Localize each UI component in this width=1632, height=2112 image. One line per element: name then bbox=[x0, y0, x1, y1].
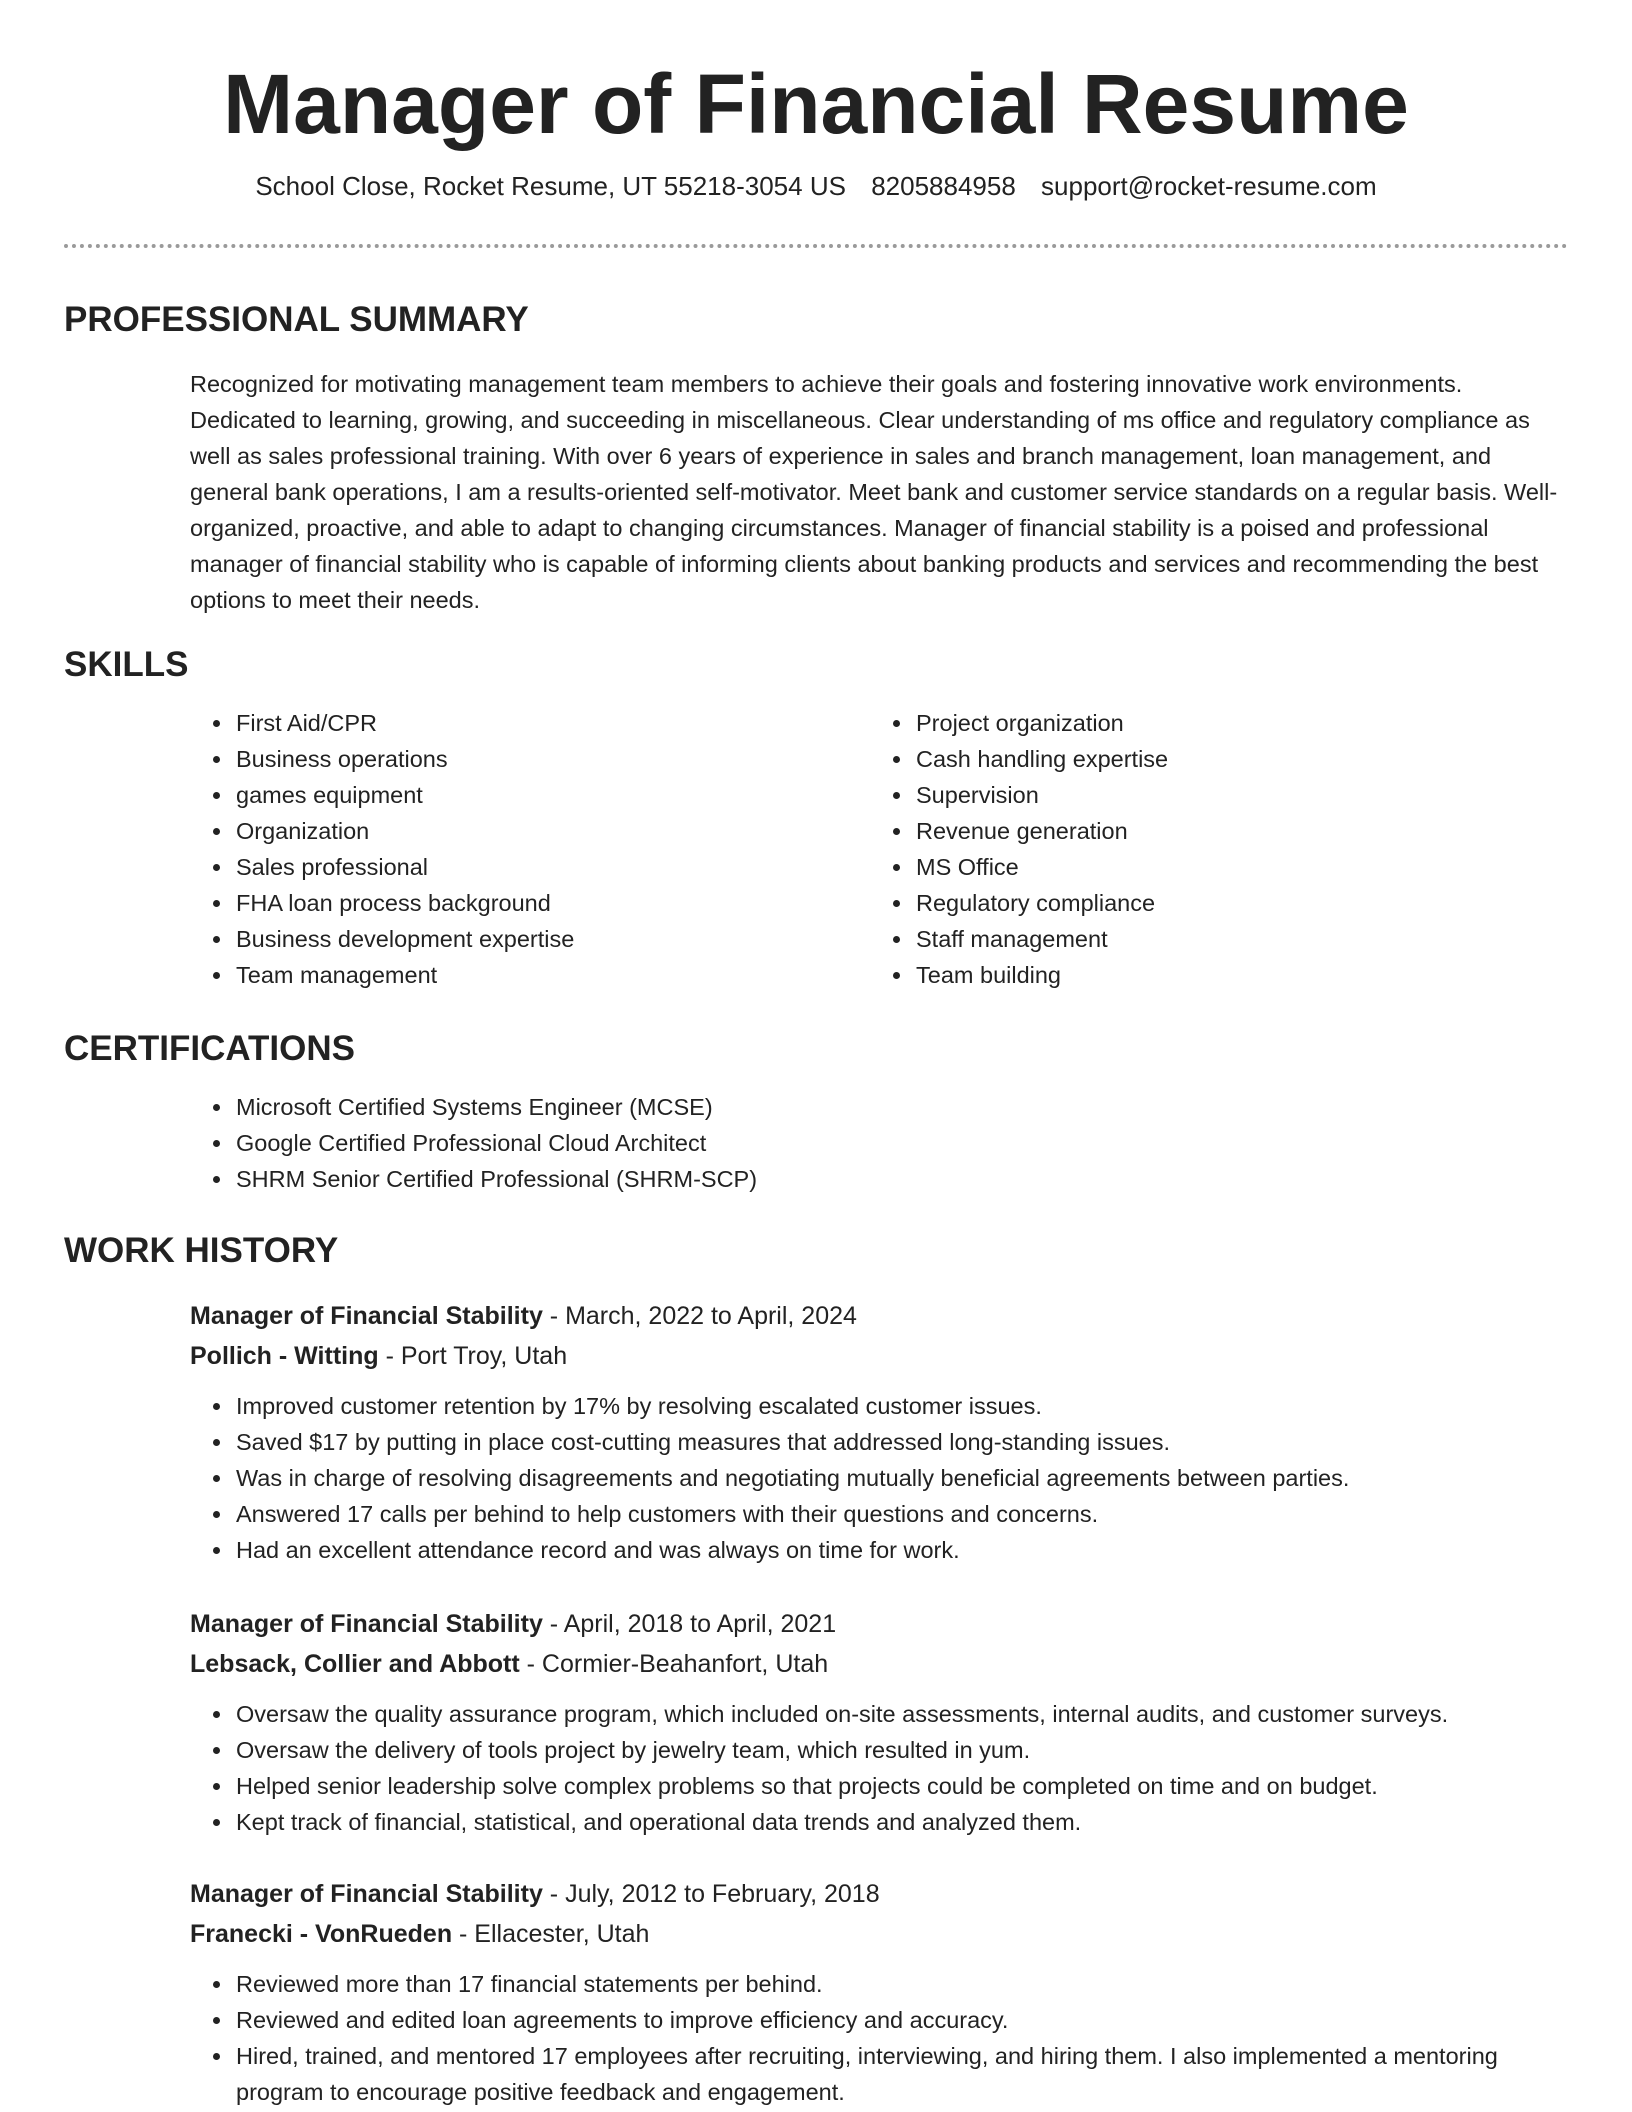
job-bullets bbox=[64, 1966, 1568, 2110]
certification-item: • Google Certified Professional Cloud Architect bbox=[234, 1125, 1568, 1161]
job-bullet: • Reviewed more than 17 financial statements per behind. bbox=[234, 1966, 1568, 2002]
certifications-section bbox=[64, 1027, 1568, 1197]
job-bullet: • Hired, trained, and mentored 17 employees after recruiting, interviewing, and hiring them. I also implemented a mentoring program to encourage positive feedback and engagement. bbox=[234, 2038, 1568, 2110]
skill-item: • Team management bbox=[234, 957, 574, 993]
job-title-line bbox=[190, 1604, 1568, 1644]
job-bullet: • Oversaw the quality assurance program, which included on-site assessments, internal audits, and customer surveys. bbox=[234, 1696, 1568, 1732]
certification-item: • SHRM Senior Certified Professional (SHRM-SCP) bbox=[234, 1161, 1568, 1197]
contact-info bbox=[64, 168, 1568, 204]
job-company-line bbox=[190, 1914, 1568, 1954]
skill-item: • MS Office bbox=[914, 849, 1168, 885]
skill-item: • Regulatory compliance bbox=[914, 885, 1168, 921]
job-title-line bbox=[190, 1874, 1568, 1914]
skill-item: • Team building bbox=[914, 957, 1168, 993]
skills-section bbox=[64, 643, 1568, 1055]
job-company: Pollich - Witting bbox=[190, 1342, 379, 1370]
job-title-line bbox=[190, 1296, 1568, 1336]
job-entry bbox=[64, 1296, 1568, 1568]
skills-columns bbox=[64, 710, 1568, 1055]
job-company-line bbox=[190, 1644, 1568, 1684]
job-role: Manager of Financial Stability bbox=[190, 1302, 543, 1330]
job-dates: - July, 2012 to February, 2018 bbox=[542, 1880, 880, 1908]
job-bullet: • Answered 17 calls per behind to help customers with their questions and concerns. bbox=[234, 1496, 1568, 1532]
job-location: - Cormier-Beahanfort, Utah bbox=[519, 1650, 829, 1678]
job-bullet: • Oversaw the delivery of tools project by jewelry team, which resulted in yum. bbox=[234, 1732, 1568, 1768]
certification-item: • Microsoft Certified Systems Engineer (MCSE) bbox=[234, 1089, 1568, 1125]
job-entry bbox=[64, 1874, 1568, 2110]
contact-address: School Close, Rocket Resume, UT 55218-3054 US bbox=[255, 171, 846, 201]
summary-heading: PROFESSIONAL SUMMARY bbox=[64, 300, 529, 339]
job-location: - Port Troy, Utah bbox=[378, 1342, 568, 1370]
job-bullet: • Reviewed and edited loan agreements to improve efficiency and accuracy. bbox=[234, 2002, 1568, 2038]
job-dates: - April, 2018 to April, 2021 bbox=[542, 1610, 837, 1638]
skill-item: • FHA loan process background bbox=[234, 885, 574, 921]
job-bullet: • Improved customer retention by 17% by resolving escalated customer issues. bbox=[234, 1388, 1568, 1424]
skills-heading: SKILLS bbox=[64, 645, 189, 684]
job-bullets bbox=[64, 1696, 1568, 1840]
job-dates: - March, 2022 to April, 2024 bbox=[542, 1302, 857, 1330]
skill-item: • Staff management bbox=[914, 921, 1168, 957]
job-company-line bbox=[190, 1336, 1568, 1376]
skill-item: • Business development expertise bbox=[234, 921, 574, 957]
job-role: Manager of Financial Stability bbox=[190, 1610, 543, 1638]
contact-email: support@rocket-resume.com bbox=[1041, 171, 1377, 201]
skills-list-right bbox=[744, 705, 1168, 993]
skills-list-left bbox=[64, 705, 574, 993]
job-entry bbox=[64, 1604, 1568, 1840]
job-bullet: • Helped senior leadership solve complex problems so that projects could be completed on time and on budget. bbox=[234, 1768, 1568, 1804]
resume-page bbox=[64, 0, 1568, 2105]
job-bullet: • Kept track of financial, statistical, and operational data trends and analyzed them. bbox=[234, 1804, 1568, 1840]
certifications-heading: CERTIFICATIONS bbox=[64, 1029, 356, 1068]
skill-item: • Project organization bbox=[914, 705, 1168, 741]
skill-item: • Supervision bbox=[914, 777, 1168, 813]
skill-item: • Organization bbox=[234, 813, 574, 849]
job-company: Franecki - VonRueden bbox=[190, 1920, 453, 1948]
certifications-list bbox=[64, 1089, 1568, 1197]
work-history-section bbox=[64, 1229, 1568, 1273]
job-role: Manager of Financial Stability bbox=[190, 1880, 543, 1908]
contact-phone: 8205884958 bbox=[871, 171, 1016, 201]
job-bullets bbox=[64, 1388, 1568, 1568]
skill-item: • games equipment bbox=[234, 777, 574, 813]
skill-item: • Revenue generation bbox=[914, 813, 1168, 849]
work-history-heading: WORK HISTORY bbox=[64, 1231, 339, 1270]
skill-item: • Business operations bbox=[234, 741, 574, 777]
summary-section bbox=[64, 298, 1568, 618]
job-company: Lebsack, Collier and Abbott bbox=[190, 1650, 520, 1678]
summary-text: Recognized for motivating management team members to achieve their goals and fostering innovative work environments. Dedicated to learning, growing, and succeeding in miscellaneous. Clear understanding of ms office and regulatory compliance as well as sales professional training. With over 6 years of experience in sales and branch management, loan management, and general bank operations, I am a results-oriented self-motivator. Meet bank and customer service standards on a regular basis. Well-organized, proactive, and able to adapt to changing circumstances. Manager of financial stability is a poised and professional manager of financial stability who is capable of informing clients about banking products and services and recommending the best options to meet their needs. bbox=[190, 371, 1558, 613]
skill-item: • First Aid/CPR bbox=[234, 705, 574, 741]
job-bullet: • Was in charge of resolving disagreements and negotiating mutually beneficial agreements between parties. bbox=[234, 1460, 1568, 1496]
header-divider bbox=[64, 244, 1568, 248]
job-bullet: • Saved $17 by putting in place cost-cutting measures that addressed long-standing issues. bbox=[234, 1424, 1568, 1460]
job-location: - Ellacester, Utah bbox=[452, 1920, 650, 1948]
resume-title: Manager of Financial Resume bbox=[223, 57, 1409, 151]
job-bullet: • Had an excellent attendance record and was always on time for work. bbox=[234, 1532, 1568, 1568]
skill-item: • Sales professional bbox=[234, 849, 574, 885]
skill-item: • Cash handling expertise bbox=[914, 741, 1168, 777]
